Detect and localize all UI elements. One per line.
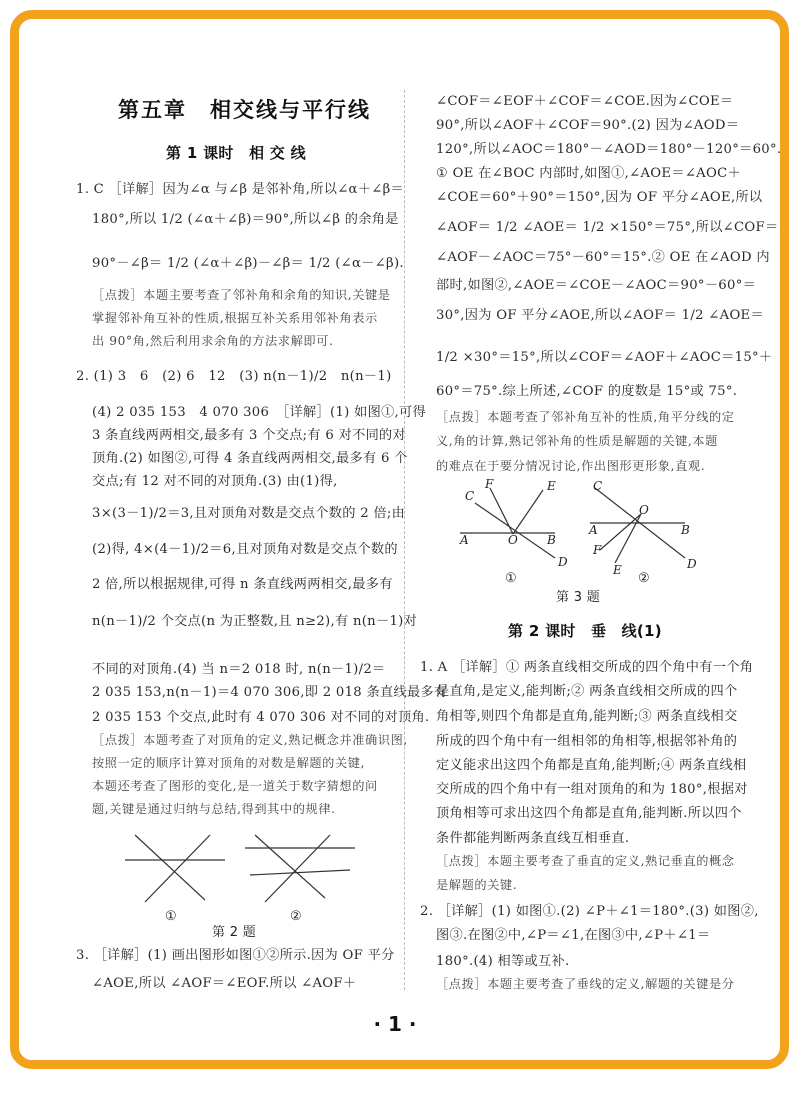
fig3-label: C <box>465 489 475 503</box>
fig3-circle-1: ① <box>505 571 517 586</box>
lesson2-title: 第 2 课时 垂 线(1) <box>508 622 662 640</box>
left-text-line: 2 倍,所以根据规律,可得 n 条直线两两相交,最多有 <box>92 577 393 592</box>
left-text-line: 按照一定的顺序计算对顶角的对数是解题的关键, <box>92 756 366 770</box>
left-text-line: 顶角.(2) 如图②,可得 4 条直线两两相交,最多有 6 个 <box>92 451 408 466</box>
fig3-label: C <box>593 479 603 493</box>
left-text-line: ∠AOE,所以 ∠AOF＝∠EOF.所以 ∠AOF＋ <box>92 976 357 991</box>
fig2-circle-1: ① <box>165 909 177 924</box>
fig2-line <box>265 835 330 902</box>
right-text-line: 是解题的关键. <box>436 878 518 892</box>
fig3-label: B <box>681 523 690 537</box>
left-text-line: 出 90°角,然后利用求余角的方法求解即可. <box>92 334 334 348</box>
fig3-label: O <box>508 533 518 547</box>
right-text-line: 180°.(4) 相等或互补. <box>436 954 570 969</box>
left-text-line: 交点;有 12 对不同的对顶角.(3) 由(1)得, <box>92 474 338 489</box>
right-text-line: 所成的四个角中有一组相邻的角相等,根据邻补角的 <box>436 734 738 749</box>
lesson1-title: 第 1 课时 相 交 线 <box>166 144 306 162</box>
right-text-line: ∠COE＝60°＋90°＝150°,因为 OF 平分∠AOE,所以 <box>436 190 763 205</box>
fig3-label: F <box>593 543 602 557</box>
chapter-title: 第五章 相交线与平行线 <box>118 97 371 122</box>
left-text-line: 1. C ［详解］因为∠α 与∠β 是邻补角,所以∠α＋∠β＝ <box>76 182 405 197</box>
left-text-line: (2)得, 4×(4－1)/2＝6,且对顶角对数是交点个数的 <box>92 542 398 557</box>
right-text-line: ［点拨］本题主要考查了垂线的定义,解题的关键是分 <box>436 977 735 991</box>
left-text-line: 2 035 153,n(n－1)＝4 070 306,即 2 018 条直线最多有 <box>92 685 448 700</box>
left-text-line: n(n－1)/2 个交点(n 为正整数,且 n≥2),有 n(n－1)对 <box>92 614 418 629</box>
right-text-line: ∠AOF＝ 1/2 ∠AOE＝ 1/2 ×150°＝75°,所以∠COF＝ <box>436 220 779 235</box>
left-text-line: 不同的对顶角.(4) 当 n＝2 018 时, n(n－1)/2＝ <box>92 662 386 677</box>
left-text-line: ［点拨］本题主要考查了邻补角和余角的知识,关键是 <box>92 288 391 302</box>
right-text-line: 条件都能判断两条直线互相垂直. <box>436 831 630 846</box>
right-text-line: 的难点在于要分情况讨论,作出图形更形象,直观. <box>436 459 706 473</box>
left-text-line: 2 035 153 个交点,此时有 4 070 306 对不同的对顶角. <box>92 710 430 725</box>
right-text-line: 部时,如图②,∠AOE＝∠COE－∠AOC＝90°－60°＝ <box>436 278 757 293</box>
fig3-label: B <box>547 533 556 547</box>
fig3-line <box>600 514 641 550</box>
right-text-line: 是直角,是定义,能判断;② 两条直线相交所成的四个 <box>436 684 738 699</box>
left-text-line: 掌握邻补角互补的性质,根据互补关系用邻补角表示 <box>92 311 378 325</box>
right-text-line: ∠AOF－∠AOC＝75°－60°＝15°.② OE 在∠AOD 内 <box>436 250 770 265</box>
fig3-caption: 第 3 题 <box>556 590 601 605</box>
left-text-line: 3 条直线两两相交,最多有 3 个交点;有 6 对不同的对 <box>92 428 407 443</box>
fig3-label: D <box>558 555 568 569</box>
left-text-line: 本题还考查了图形的变化,是一道关于数字猜想的问 <box>92 779 378 793</box>
fig3-line <box>615 514 641 563</box>
right-text-line: 90°,所以∠AOF＋∠COF＝90°.(2) 因为∠AOD＝ <box>436 118 740 133</box>
right-text-line: 顶角相等可求出这四个角都是直角,能判断.所以四个 <box>436 806 742 821</box>
page-number: · 1 · <box>373 1012 417 1036</box>
right-text-line: ［点拨］本题主要考查了垂直的定义,熟记垂直的概念 <box>436 854 735 868</box>
right-text-line: ［点拨］本题考查了邻补角互补的性质,角平分线的定 <box>436 410 735 424</box>
fig2-circle-2: ② <box>290 909 302 924</box>
right-text-line: 义,角的计算,熟记邻补角的性质是解题的关键,本题 <box>436 434 718 448</box>
fig2-line <box>250 870 350 875</box>
fig3-line <box>490 488 513 534</box>
right-text-line: 定义能求出这四个角都是直角,能判断;④ 两条直线相 <box>436 758 747 773</box>
fig3-label: D <box>687 557 697 571</box>
right-text-line: 1. A ［详解］① 两条直线相交所成的四个角中有一个角 <box>420 660 754 675</box>
left-text-line: (4) 2 035 153 4 070 306 ［详解］(1) 如图①,可得 <box>92 405 427 420</box>
fig3-line <box>513 490 543 534</box>
right-text-line: 图③.在图②中,∠P＝∠1,在图③中,∠P＋∠1＝ <box>436 928 711 943</box>
fig2-caption: 第 2 题 <box>212 925 257 940</box>
column-divider <box>404 90 405 990</box>
left-text-line: 90°－∠β＝ 1/2 (∠α＋∠β)－∠β＝ 1/2 (∠α－∠β). <box>92 256 404 271</box>
right-text-line: 2. ［详解］(1) 如图①.(2) ∠P＋∠1＝180°.(3) 如图②, <box>420 904 759 919</box>
left-text-line: 3×(3－1)/2＝3,且对顶角对数是交点个数的 2 倍;由 <box>92 506 406 521</box>
fig2-line <box>255 835 325 898</box>
left-text-line: 3. ［详解］(1) 画出图形如图①②所示.因为 OF 平分 <box>76 948 395 963</box>
fig3-label: A <box>460 533 469 547</box>
right-text-line: 角相等,则四个角都是直角,能判断;③ 两条直线相交 <box>436 709 738 724</box>
right-text-line: ① OE 在∠BOC 内部时,如图①,∠AOE＝∠AOC＋ <box>436 166 741 181</box>
left-text-line: 题,关键是通过归纳与总结,得到其中的规律. <box>92 802 336 816</box>
right-text-line: ∠COF＝∠EOF＋∠COF＝∠COE.因为∠COE＝ <box>436 94 734 109</box>
fig3-label: O <box>639 503 649 517</box>
fig3-label: A <box>589 523 598 537</box>
fig3-label: E <box>613 563 622 577</box>
left-text-line: ［点拨］本题考查了对顶角的定义,熟记概念并准确识图, <box>92 733 408 747</box>
right-text-line: 60°＝75°.综上所述,∠COF 的度数是 15°或 75°. <box>436 384 738 399</box>
left-text-line: 2. (1) 3 6 (2) 6 12 (3) n(n－1)/2 n(n－1) <box>76 369 392 384</box>
fig3-label: F <box>485 478 494 491</box>
fig3-label: E <box>547 479 556 493</box>
right-text-line: 交所成的四个角中有一组对顶角的和为 180°,根据对 <box>436 782 748 797</box>
fig2-line <box>145 835 210 902</box>
right-text-line: 30°,因为 OF 平分∠AOE,所以∠AOF＝ 1/2 ∠AOE＝ <box>436 308 764 323</box>
figure-3 <box>455 478 705 593</box>
fig3-circle-2: ② <box>638 571 650 586</box>
right-text-line: 120°,所以∠AOC＝180°－∠AOD＝180°－120°＝60°. <box>436 142 782 157</box>
fig2-line <box>135 835 205 900</box>
left-text-line: 180°,所以 1/2 (∠α＋∠β)＝90°,所以∠β 的余角是 <box>92 212 399 227</box>
right-text-line: 1/2 ×30°＝15°,所以∠COF＝∠AOF＋∠AOC＝15°＋ <box>436 350 773 365</box>
